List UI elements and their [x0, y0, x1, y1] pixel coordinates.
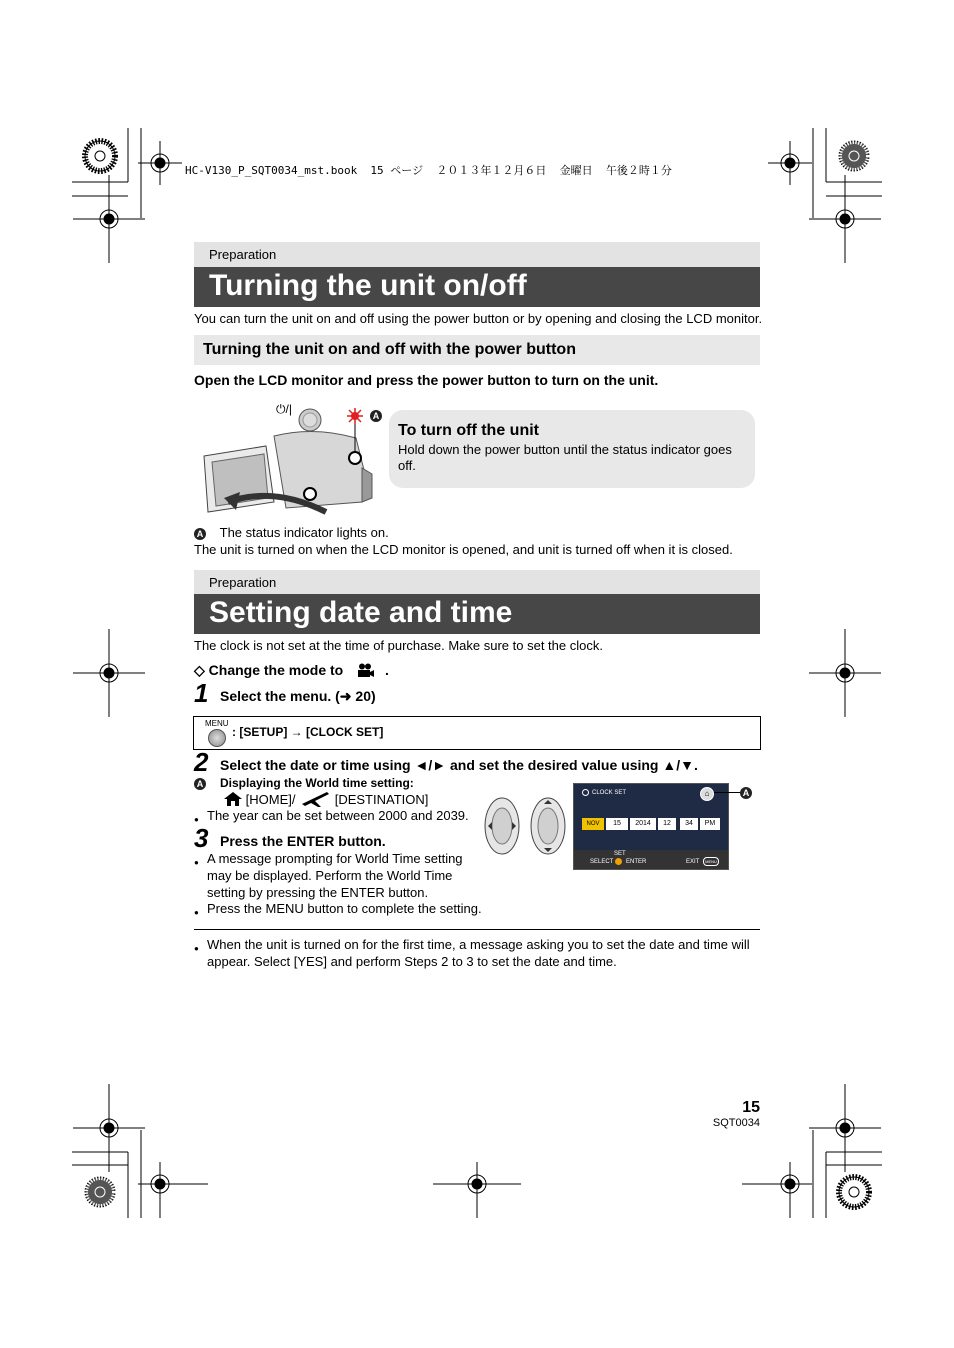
step-2-text: Select the date or time using ◄/► and set the desired value using ▲/▼. — [220, 757, 698, 773]
lcd-note: The unit is turned on when the LCD monitor is opened, and unit is turned off when it is closed. — [194, 542, 733, 557]
year-field: 2014 — [630, 818, 656, 830]
day-field: 15 — [606, 818, 628, 830]
clock-icon — [582, 789, 589, 796]
world-time-options — [224, 791, 428, 808]
section-category: Preparation — [194, 242, 760, 268]
joystick-illustration — [484, 796, 570, 856]
menu-path-box — [193, 716, 761, 750]
step-2-number: 2 — [194, 747, 209, 777]
menu-complete-bullet: ● Press the MENU button to complete the setting. — [207, 900, 497, 917]
mode-line-suffix: . — [385, 662, 389, 678]
mode-line — [194, 662, 389, 679]
clock-intro: The clock is not set at the time of purchase. Make sure to set the clock. — [194, 638, 603, 653]
year-range-bullet: ● The year can be set between 2000 and 2039. — [207, 807, 482, 824]
home-icon — [224, 792, 242, 806]
label-a-badge: A — [740, 787, 752, 799]
exit-label: EXIT — [686, 859, 700, 865]
status-note-text: The status indicator lights on. — [219, 525, 389, 540]
set-label: SET — [614, 851, 626, 857]
step-1-number: 1 — [194, 678, 209, 708]
ampm-field: PM — [700, 818, 720, 830]
step-1-text: Select the menu. (➜ 20) — [220, 688, 376, 704]
section-title: Setting date and time — [194, 594, 760, 634]
home-icon: ⌂ — [700, 787, 714, 801]
page-number: 15 — [742, 1099, 760, 1116]
status-note — [194, 525, 389, 541]
menu-badge: MENU — [703, 857, 719, 866]
section-category: Preparation — [194, 570, 760, 596]
callout-line — [714, 792, 740, 793]
label-a-badge: A — [194, 528, 206, 540]
enter-label: ENTER — [626, 859, 647, 865]
destination-label: [DESTINATION] — [334, 792, 429, 807]
page-title: Turning the unit on/off — [194, 267, 760, 307]
instruction-text: Open the LCD monitor and press the power button to turn on the unit. — [194, 372, 659, 388]
print-header: HC-V130_P_SQT0034_mst.book 15 ページ ２０１３年１２月６日 金曜日 午後２時１分 — [185, 164, 672, 177]
video-mode-icon — [357, 663, 375, 677]
callout-body: Hold down the power button until the status indicator goes off. — [398, 442, 732, 473]
select-label: SELECT — [590, 859, 614, 865]
world-time-bullet: ● A message prompting for World Time setting may be displayed. Perform the World Time setting by pressing the ENTER button. — [207, 850, 477, 901]
hour-field: 12 — [658, 818, 676, 830]
divider — [194, 929, 760, 930]
menu-path-text: : [SETUP] → [CLOCK SET] — [232, 725, 384, 739]
label-a-badge: A — [370, 410, 382, 422]
power-symbol: ⏻/| — [276, 402, 292, 416]
first-time-note: ● When the unit is turned on for the first time, a message asking you to set the date and time will appear. Select [YES] and perform Steps 2 to 3 to set the date and time. — [207, 936, 757, 970]
mode-line-prefix: ◇ Change the mode to — [194, 662, 344, 678]
subheading: Turning the unit on and off with the power button — [194, 335, 760, 365]
world-time-heading: Displaying the World time setting: — [220, 776, 414, 790]
clock-set-title: CLOCK SET — [592, 790, 627, 796]
callout-box — [389, 410, 755, 488]
airplane-icon — [301, 791, 329, 807]
month-field: NOV — [582, 818, 604, 830]
joystick-icon — [615, 858, 622, 865]
menu-button-icon — [208, 729, 226, 747]
intro-text: You can turn the unit on and off using the power button or by opening and closing the LCD monitor. — [194, 311, 763, 326]
minute-field: 34 — [680, 818, 698, 830]
home-label: [HOME]/ — [245, 792, 296, 807]
menu-label: MENU — [205, 719, 229, 728]
clock-set-screen — [573, 783, 729, 870]
step-3-text: Press the ENTER button. — [220, 833, 386, 849]
label-a-badge: A — [194, 778, 206, 790]
doc-code: SQT0034 — [712, 1117, 760, 1129]
callout-title: To turn off the unit — [398, 422, 539, 439]
step-3-number: 3 — [194, 823, 209, 853]
camera-illustration — [194, 398, 384, 518]
